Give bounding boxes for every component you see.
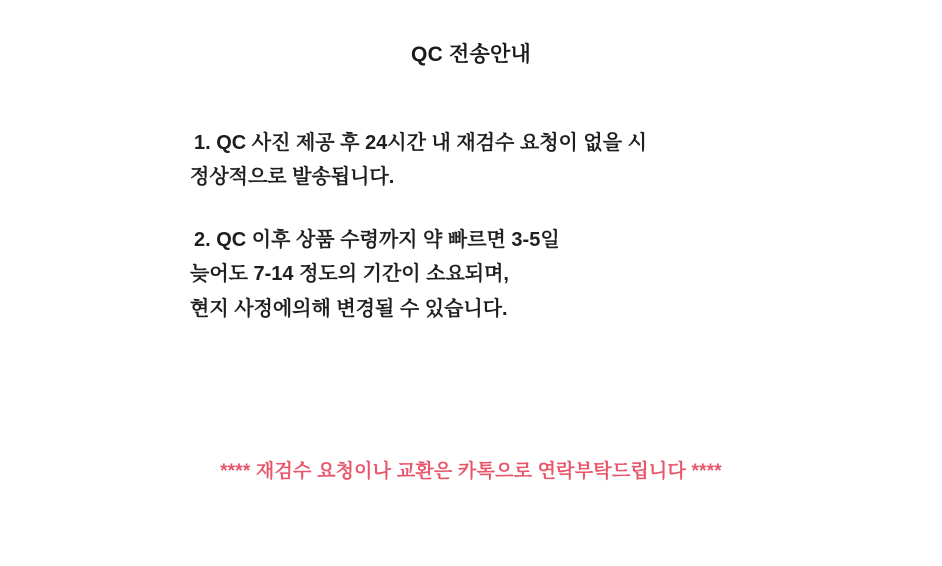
notice-line: 2. QC 이후 상품 수령까지 약 빠르면 3-5일 (194, 228, 560, 251)
notice-paragraph-2 (190, 223, 942, 326)
notice-body (0, 126, 942, 326)
notice-line: 1. QC 사진 제공 후 24시간 내 재검수 요청이 없을 시 (194, 132, 647, 154)
notice-line: 늦어도 7-14 정도의 기간이 소요되며, (190, 263, 509, 286)
page-title: QC 전송안내 (411, 43, 531, 66)
footer-note: **** 재검수 요청이나 교환은 카톡으로 연락부탁드립니다 **** (220, 461, 722, 482)
notice-line: 정상적으로 발송됩니다. (190, 166, 395, 189)
notice-page (0, 38, 942, 566)
notice-line: 현지 사정에의해 변경될 수 있습니다. (190, 297, 508, 320)
notice-paragraph-1 (190, 126, 942, 195)
